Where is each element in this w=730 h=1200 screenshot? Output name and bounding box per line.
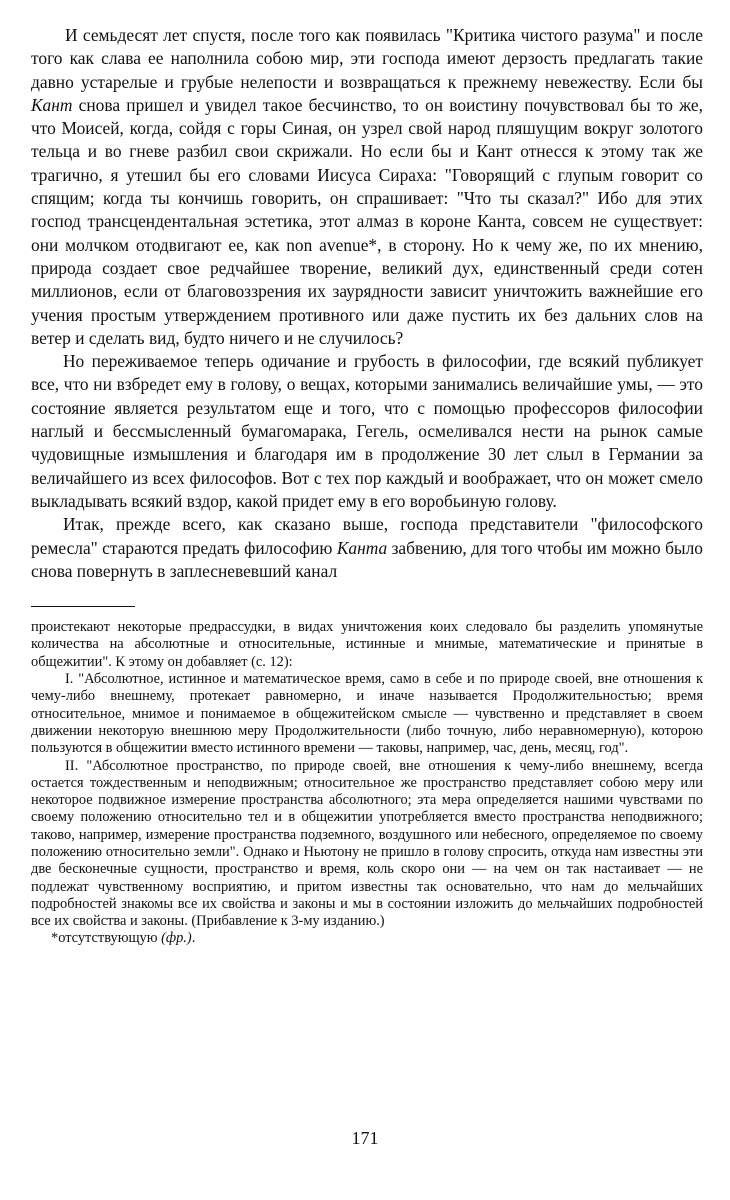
book-page [31, 24, 703, 948]
footnote-divider [31, 606, 135, 607]
footnotes [31, 619, 703, 948]
page-number: 171 [351, 1128, 379, 1148]
paragraph-3-part-b: забвению, для того чтобы им можно было снова повернуть в заплесневевший канал [31, 537, 703, 581]
footnote-translation-end: . [191, 930, 196, 947]
paragraph-1 [31, 24, 703, 350]
footnote-continuation: проистекают некоторые предрассудки, в видах уничтожения коих следовало бы разделить упомянутые количества на абсолютные и относительные, истинные и мнимые, математические и принятые в общежитии". К этому он добавляет (с. 12): [31, 619, 703, 670]
footnote-space-definition: II. "Абсолютное пространство, по природе своей, вне отношения к чему-либо внешнему, всегда остается тождественным и неподвижным; относительное же пространство представляет собою меру или некоторое подвижное измерение пространства абсолютного; эта мера определяется нашими чувствами по своему положению относительно тел и в общежитии употребляется вместо пространства неподвижного; таково, например, измерение пространства подземного, воздушного или небесного, определяемое по своему положению относительно земли". Однако и Ньютону не пришло в голову спросить, откуда нам известны эти две бесконечные сущности, пространство и время, коль скоро они — на чем он так настаивает — не подлежат чувственному восприятию, и притом известны так основательно, что нам до мельчайших подробностей знакомы все их свойства и законы и мы в состоянии изложить до мельчайших подробностей все их свойства и законы. (Прибавление к 3-му изданию.) [31, 757, 703, 930]
main-text [31, 24, 703, 583]
footnote-translation [31, 930, 703, 947]
paragraph-3-part-a: Итак, прежде всего, как сказано выше, господа представители "философского ремесла" стараются предать философию [31, 514, 703, 558]
footnote-translation-text: *отсутствующую [51, 930, 162, 947]
kant-italic: Кант [31, 94, 73, 115]
kanta-italic: Канта [336, 537, 388, 558]
paragraph-2: Но переживаемое теперь одичание и грубость в философии, где всякий публикует все, что ни взбредет ему в голову, о вещах, которыми занимались величайшие умы, — это состояние является результатом еще и того, что с помощью профессоров философии наглый и бессмысленный бумагомарака, Гегель, осмеливался нести на рынок самые чудовищные измышления и благодаря им в продолжение 30 лет слыл в Германии за величайшего из всех философов. Вот с тех пор каждый и воображает, что он может смело выкладывать всякий вздор, какой придет ему в его воробьиную голову. [31, 351, 703, 511]
footnote-language: (фр.) [161, 930, 192, 947]
paragraph-1-part-a: И семьдесят лет спустя, после того как появилась "Критика чистого разума" и после того как слава ее наполнила собою мир, эти господа имеют дерзость предлагать такие давно устарелые и грубые нелепости и возвращаться к прежнему невежеству. Если бы [31, 25, 703, 92]
footnote-time-definition: I. "Абсолютное, истинное и математическое время, само в себе и по природе своей, вне отношения к чему-либо внешнему, протекает равномерно, и иначе называется Продолжительностью; время относительное, мнимое и понимаемое в общежитейском смысле — чувственно и представляет в своем движении некоторую внешнюю меру Продолжительности (либо точную, либо неравномерную), которою пользуются в общежитии вместо истинного времени — таковы, например, час, день, месяц, год". [31, 671, 703, 757]
paragraph-1-part-b: снова пришел и увидел такое бесчинство, то он воистину почувствовал бы то же, что Моисей, когда, сойдя с горы Синая, он узрел свой народ пляшущим вокруг золотого тельца и во гневе разбил свои скрижали. Но если бы и Кант отнесся к этому так же трагично, я утешил бы его словами Иисуса Сираха: "Говорящий с глупым говорит со спящим; когда ты кончишь говорить, он спрашивает: "Что ты сказал?" Ибо для этих господ трансцендентальная эстетика, этот алмаз в короне Канта, совсем не существует: они молчком отодвигают ее, как non avenue*, в сторону. Но к чему же, по их мнению, природа создает свое редчайшее творение, великий дух, единственный среди сотен миллионов, если от благовоззрения их заурядности зависит уничтожить важнейшие его учения простым утверждением противного или даже пустить их без дальних слов на ветер и сделать вид, будто ничего и не случилось? [31, 94, 703, 348]
paragraph-3 [31, 513, 703, 583]
